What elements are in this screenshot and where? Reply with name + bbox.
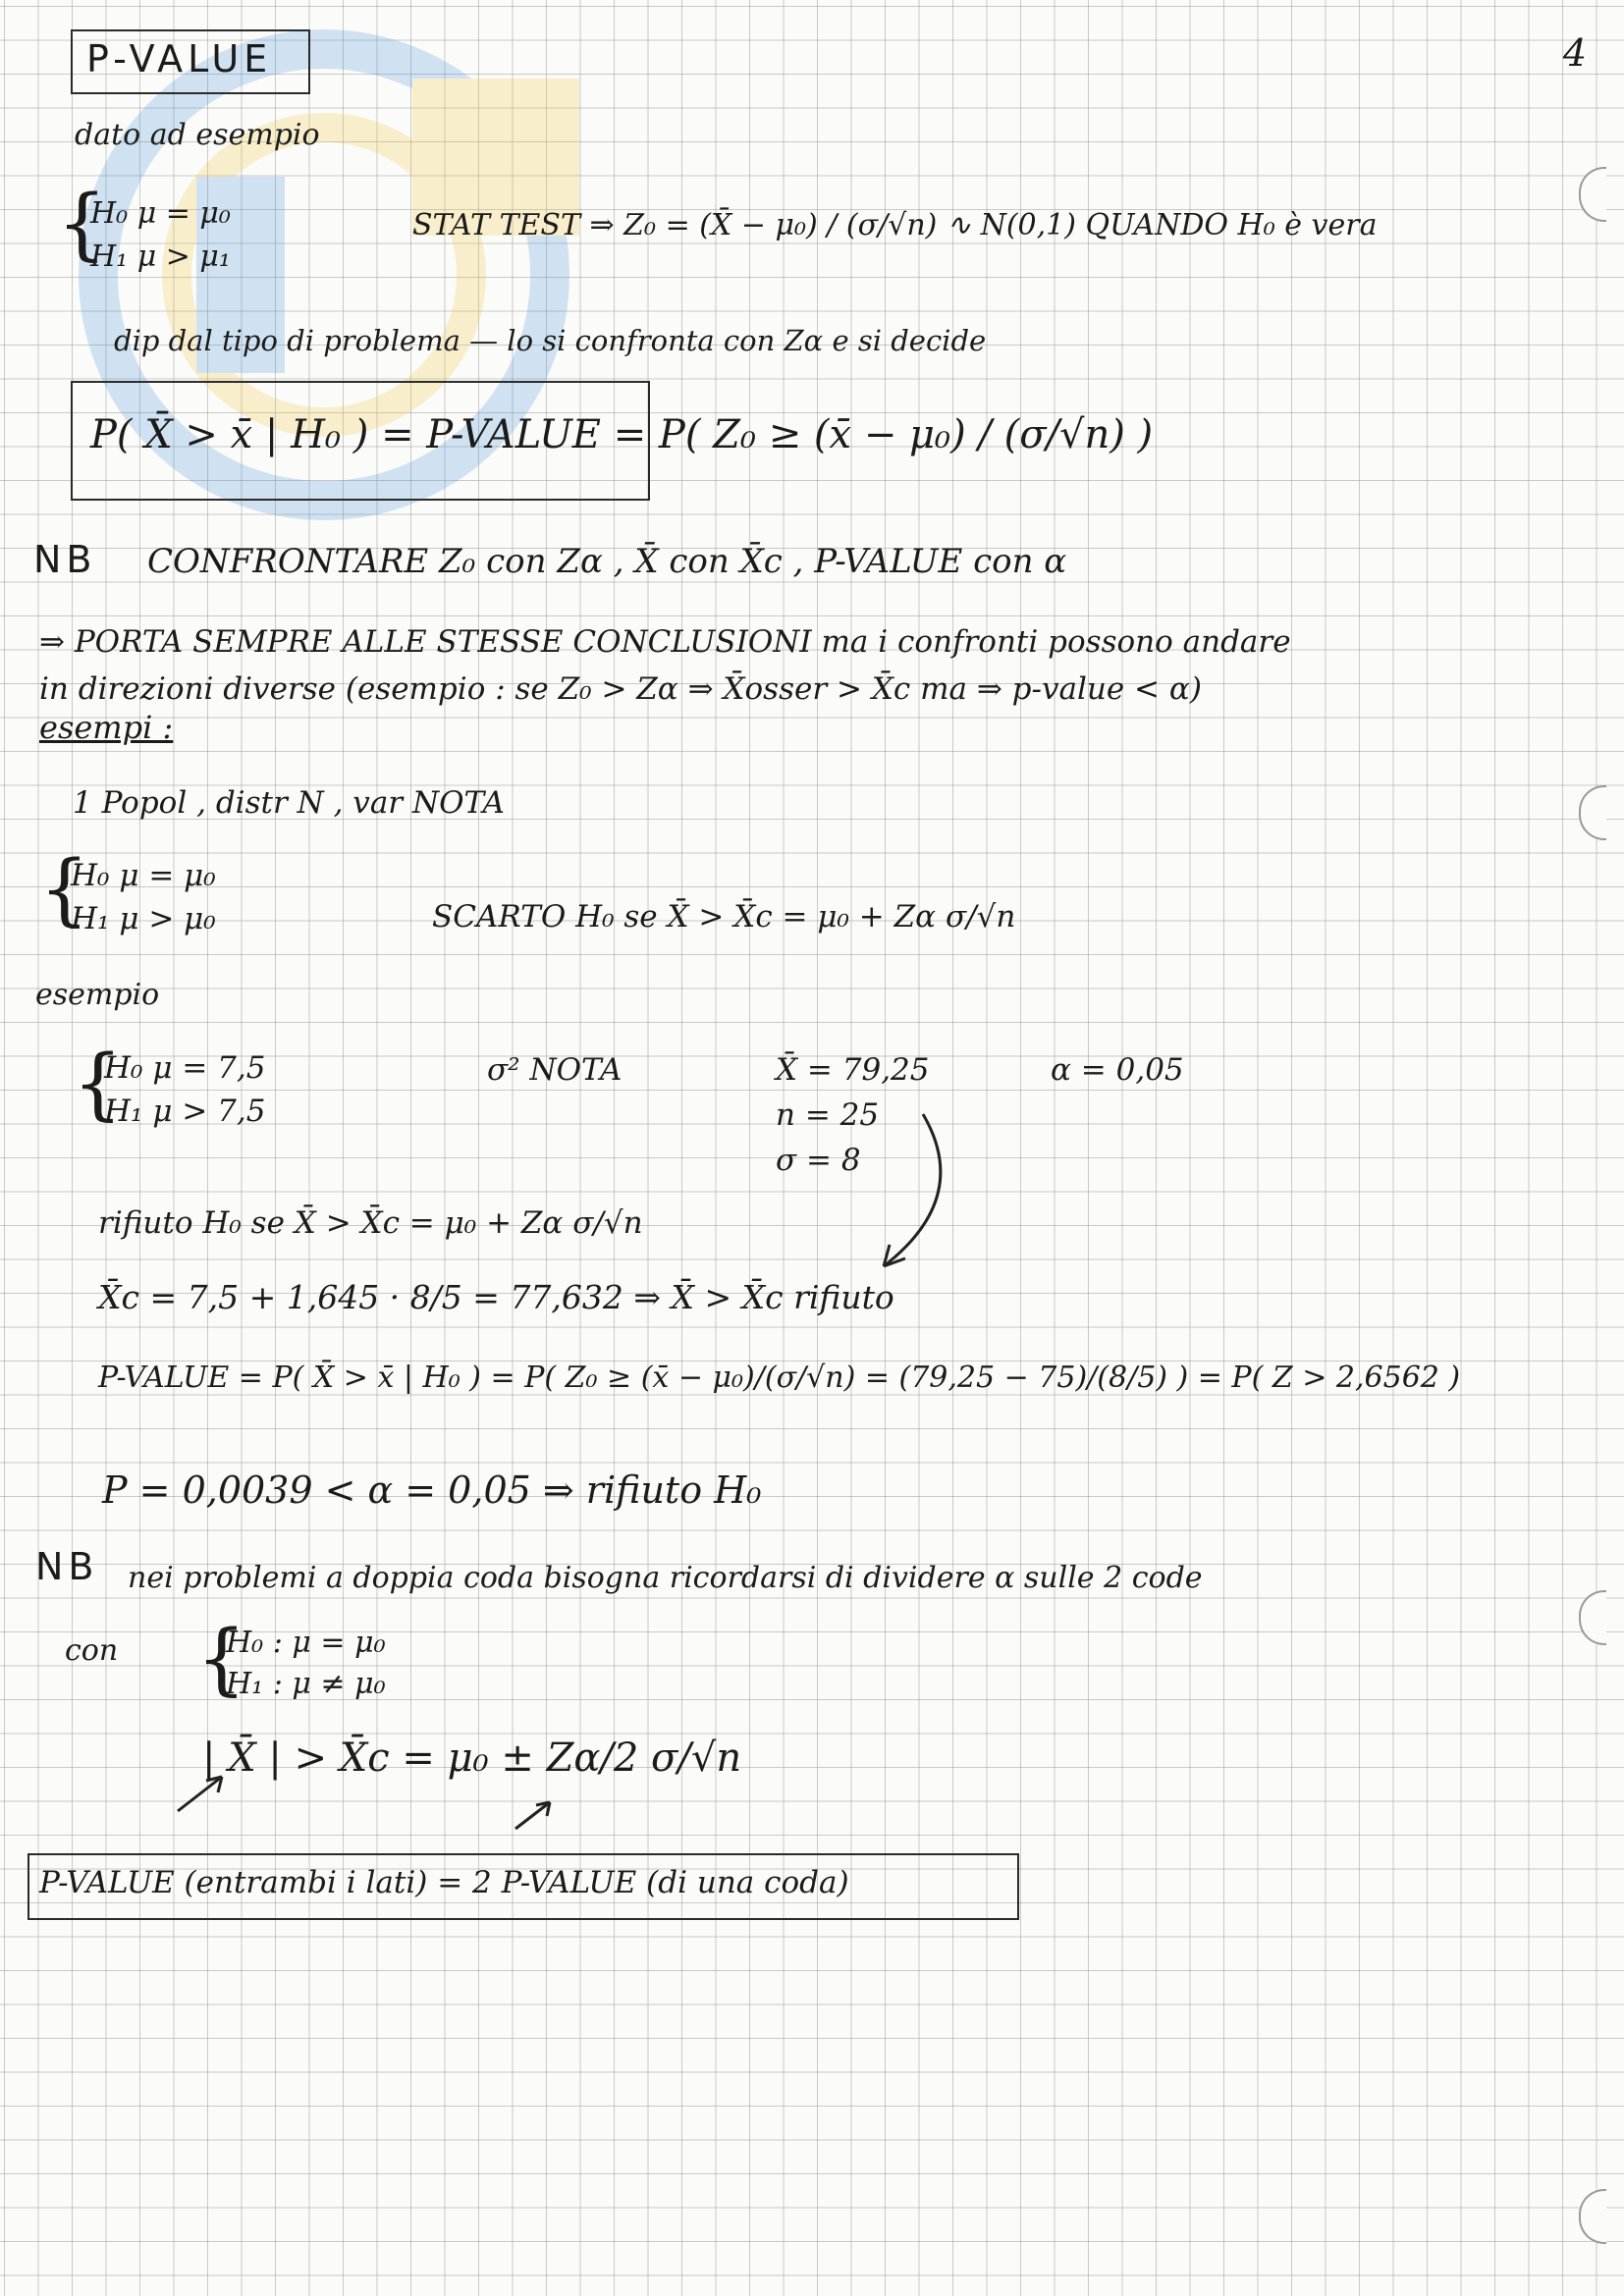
binder-hole [1579,167,1606,222]
arrow-icon [173,1767,232,1816]
sigma-value: σ = 8 [776,1143,861,1178]
two-tail-h0: H₀ : μ = μ₀ [226,1626,386,1660]
esempio-reject-rule: rifiuto H₀ se X̄ > X̄c = μ₀ + Zα σ/√n [98,1205,643,1241]
example1-title: 1 Popol , distr N , var NOTA [73,785,505,821]
brace: { [39,843,89,934]
sample-size: n = 25 [776,1097,880,1133]
brace: { [73,1038,123,1129]
pvalue-definition: P( X̄ > x̄ | H₀ ) = P-VALUE = P( Z₀ ≥ (x̄ − μ₀) / (σ/√n) ) [90,412,1154,457]
pvalue-calc: P-VALUE = P( X̄ > x̄ | H₀ ) = P( Z₀ ≥ (x̄ − μ₀)/(σ/√n) = (79,25 − 75)/(8/5) ) = P( Z > 2,6562 ) [98,1361,1461,1395]
examples-heading: esempi : [39,709,174,746]
sample-mean: X̄ = 79,25 [776,1052,930,1088]
con-label: con [65,1633,119,1668]
pvalue-result: P = 0,0039 < α = 0,05 ⇒ rifiuto H₀ [102,1468,762,1512]
two-tail-rule: | X̄ | > X̄c = μ₀ ± Zα/2 σ/√n [202,1735,742,1781]
nb-label-2: NB [35,1545,99,1588]
conclusion-line1: ⇒ PORTA SEMPRE ALLE STESSE CONCLUSIONI ma i confronti possono andare [39,624,1291,660]
final-formula: P-VALUE (entrambi i lati) = 2 P-VALUE (di una coda) [39,1865,849,1900]
critical-value-calc: X̄c = 7,5 + 1,645 · 8/5 = 77,632 ⇒ X̄ > X̄c rifiuto [98,1278,894,1316]
hypothesis-h1: H₁ μ > μ₁ [90,240,231,274]
conclusion-line2: in direzioni diverse (esempio : se Z₀ > Zα ⇒ X̄osser > X̄c ma ⇒ p-value < α) [39,671,1202,707]
esempio-h1: H₁ μ > 7,5 [104,1094,266,1129]
example1-h0: H₀ μ = μ₀ [71,858,216,893]
curved-arrow-icon [864,1109,982,1276]
stat-test: STAT TEST ⇒ Z₀ = (X̄ − μ₀) / (σ/√n) ∿ N(0,1) QUANDO H₀ è vera [412,208,1378,242]
example1-reject-rule: SCARTO H₀ se X̄ > X̄c = μ₀ + Zα σ/√n [432,899,1016,934]
dip-line: dip dal tipo di problema — lo si confronta con Zα e si decide [114,324,987,357]
arrow-icon [511,1794,560,1834]
page-number: 4 [1562,31,1587,75]
binder-hole [1579,2189,1606,2244]
two-tail-h1: H₁ : μ ≠ μ₀ [226,1667,386,1701]
example1-h1: H₁ μ > μ₀ [71,901,216,936]
brace: { [196,1613,246,1704]
sigma-known: σ² NOTA [487,1052,623,1088]
binder-hole [1579,1590,1606,1645]
esempio-label: esempio [35,978,160,1012]
nb-label: NB [33,538,97,581]
brace: { [57,178,107,269]
intro-text: dato ad esempio [75,118,320,152]
esempio-h0: H₀ μ = 7,5 [104,1050,266,1086]
alpha-value: α = 0,05 [1051,1052,1184,1088]
page-title: P-VALUE [86,37,273,80]
hypothesis-h0: H₀ μ = μ₀ [90,196,231,231]
nb-compare: CONFRONTARE Z₀ con Zα , X̄ con X̄c , P-VALUE con α [147,542,1067,581]
nb-two-tail: nei problemi a doppia coda bisogna ricordarsi di dividere α sulle 2 code [128,1561,1203,1595]
binder-hole [1579,785,1606,840]
